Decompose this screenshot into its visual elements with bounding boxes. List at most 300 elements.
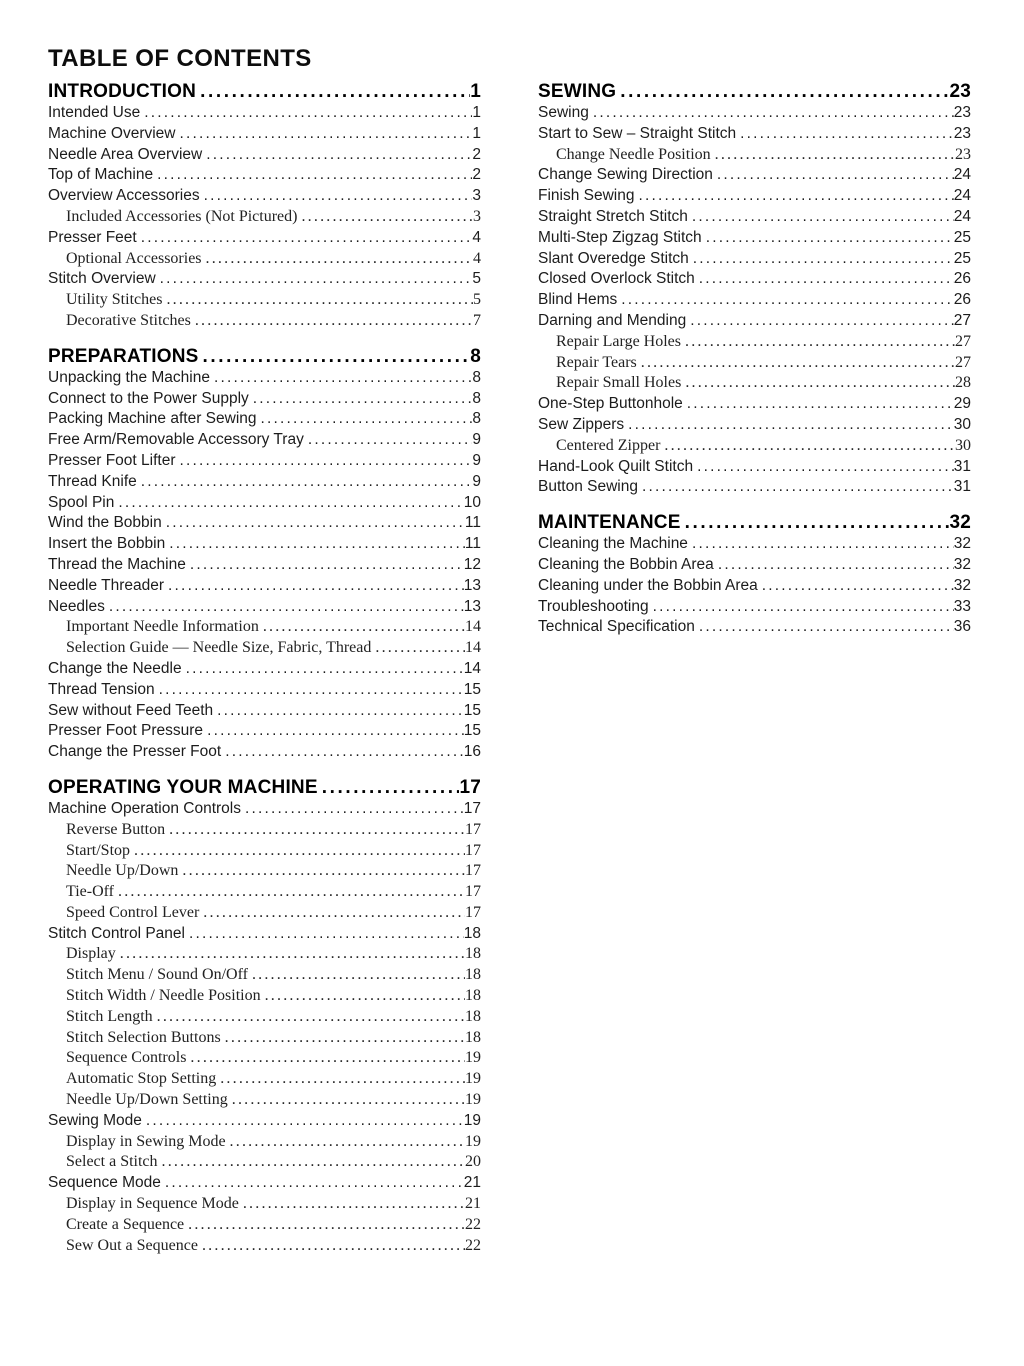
toc-entry [538, 353, 971, 374]
toc-entry-label: Thread the Machine [48, 555, 186, 573]
toc-entry [538, 477, 971, 498]
page-number: 24 [953, 207, 971, 225]
toc-entry-label: Centered Zipper [556, 436, 661, 454]
dot-leader [620, 290, 954, 311]
dot-leader [156, 165, 472, 186]
toc-entry-label: Utility Stitches [66, 291, 163, 309]
toc-section-heading [48, 346, 481, 368]
toc-entry [48, 680, 481, 701]
toc-entry [538, 186, 971, 207]
dot-leader [264, 986, 465, 1007]
page-number: 7 [473, 311, 481, 329]
toc-entry [538, 145, 971, 166]
dot-leader [168, 820, 465, 841]
dot-leader [145, 1111, 464, 1132]
toc-entry-label: Stitch Overview [48, 270, 156, 288]
toc-entry [48, 597, 481, 618]
toc-entry [538, 249, 971, 270]
toc-entry [538, 555, 971, 576]
dot-leader [698, 617, 954, 638]
toc-entry [48, 1132, 481, 1153]
page-number: 17 [465, 883, 481, 901]
toc-entry-label: Sewing Mode [48, 1111, 142, 1129]
page-number: 19 [465, 1070, 481, 1088]
page-number: 4 [472, 228, 481, 246]
page-number: 22 [465, 1236, 481, 1254]
dot-leader [663, 436, 955, 457]
toc-entry [538, 576, 971, 597]
dot-leader [213, 368, 472, 389]
page-number: 3 [472, 187, 481, 205]
page-number: 1 [472, 124, 481, 142]
page-number: 9 [472, 431, 481, 449]
toc-entry-label: Stitch Menu / Sound On/Off [66, 966, 248, 984]
dot-leader [224, 1028, 465, 1049]
dot-leader [689, 311, 954, 332]
toc-entry-label: Reverse Button [66, 820, 166, 838]
dot-leader [165, 513, 465, 534]
dot-leader [260, 409, 473, 430]
page-number: 23 [953, 124, 971, 142]
toc-entry-label: Sew without Feed Teeth [48, 701, 214, 719]
toc-entry-label: Unpacking the Machine [48, 368, 210, 386]
dot-leader [219, 1069, 465, 1090]
toc-entry [48, 882, 481, 903]
toc-entry [538, 103, 971, 124]
toc-entry [538, 436, 971, 457]
page-number: 8 [472, 410, 481, 428]
toc-entry [48, 165, 481, 186]
page-number: 1 [470, 81, 481, 102]
toc-entry-label: Top of Machine [48, 166, 154, 184]
toc-entry [48, 249, 481, 270]
toc-entry [48, 1194, 481, 1215]
page-number: 30 [955, 436, 971, 454]
toc-entry-label: Cleaning the Machine [538, 535, 688, 553]
dot-leader [716, 165, 954, 186]
toc-entry [48, 861, 481, 882]
page-number: 14 [465, 639, 481, 657]
toc-entry [538, 228, 971, 249]
toc-entry [48, 1215, 481, 1236]
toc-entry [48, 1069, 481, 1090]
dot-leader [156, 1007, 465, 1028]
page-number: 26 [953, 270, 971, 288]
toc-entry [48, 742, 481, 763]
dot-leader [252, 389, 473, 410]
toc-section-heading [538, 81, 971, 103]
dot-leader [165, 290, 473, 311]
page-number: 2 [472, 166, 481, 184]
page-number: 11 [464, 514, 481, 532]
toc-entry-label: Sequence Controls [66, 1049, 187, 1067]
page-number: 21 [463, 1174, 481, 1192]
toc-entry-label: Sew Out a Sequence [66, 1236, 198, 1254]
toc-entry [48, 1152, 481, 1173]
toc-entry [48, 513, 481, 534]
dot-leader [108, 597, 464, 618]
page-number: 11 [464, 535, 481, 553]
toc-entry [538, 415, 971, 436]
toc-entry-label: Repair Small Holes [556, 374, 682, 392]
page-number: 10 [463, 493, 481, 511]
dot-leader [684, 332, 955, 353]
page-number: 36 [953, 618, 971, 636]
dot-leader [168, 534, 465, 555]
toc-section [538, 512, 971, 638]
dot-leader [652, 597, 954, 618]
page-number: 15 [463, 722, 481, 740]
toc-entry-label: Insert the Bobbin [48, 535, 166, 553]
dot-leader [189, 555, 464, 576]
dot-leader [179, 451, 473, 472]
toc-entry-label: Hand-Look Quilt Stitch [538, 457, 694, 475]
page-number: 17 [465, 903, 481, 921]
dot-leader [164, 1173, 464, 1194]
toc-entry [538, 617, 971, 638]
page-number: 19 [463, 1111, 481, 1129]
page-number: 27 [955, 353, 971, 371]
dot-leader [216, 701, 464, 722]
dot-leader [201, 1236, 465, 1257]
toc-entry-label: Speed Control Lever [66, 903, 200, 921]
toc-entry [48, 103, 481, 124]
dot-leader [119, 944, 465, 965]
toc-entry-label: Select a Stitch [66, 1153, 158, 1171]
dot-leader [158, 680, 464, 701]
page-number: 21 [465, 1195, 481, 1213]
toc-entry [48, 1028, 481, 1049]
page-number: 9 [472, 451, 481, 469]
toc-section-heading [48, 81, 481, 103]
toc-entry-label: Change the Presser Foot [48, 743, 222, 761]
dot-leader [717, 555, 954, 576]
toc-entry [48, 721, 481, 742]
toc-entry-label: Finish Sewing [538, 187, 635, 205]
dot-leader [133, 841, 465, 862]
dot-leader [117, 882, 465, 903]
toc-entry-label: Button Sewing [538, 478, 638, 496]
page-number: 22 [465, 1215, 481, 1233]
toc-entry [48, 1048, 481, 1069]
dot-leader [140, 228, 473, 249]
dot-leader [187, 1215, 465, 1236]
toc-entry [48, 269, 481, 290]
toc-entry [48, 1173, 481, 1194]
toc-entry [48, 186, 481, 207]
page-number: 2 [472, 145, 481, 163]
toc-entry-label: Display in Sewing Mode [66, 1132, 226, 1150]
dot-leader [167, 576, 464, 597]
toc-entry-label: Presser Foot Pressure [48, 722, 204, 740]
toc-section [48, 777, 481, 1257]
toc-entry-label: Important Needle Information [66, 618, 259, 636]
page-number: 17 [463, 799, 481, 817]
toc-entry-label: Multi-Step Zigzag Stitch [538, 228, 702, 246]
page-number: 18 [465, 945, 481, 963]
page-number: 23 [955, 145, 971, 163]
toc-column-right [538, 81, 971, 638]
page-number: 18 [465, 987, 481, 1005]
page-number: 25 [953, 249, 971, 267]
toc-entry-label: Spool Pin [48, 493, 115, 511]
page-number: 27 [955, 332, 971, 350]
toc-entry-label: Cleaning under the Bobbin Area [538, 576, 758, 594]
toc-entry [48, 820, 481, 841]
page-number: 18 [465, 966, 481, 984]
toc-entry-label: Sew Zippers [538, 415, 625, 433]
toc-section [48, 81, 481, 332]
page-number: 12 [463, 555, 481, 573]
page-number: 18 [465, 1007, 481, 1025]
page-number: 24 [953, 166, 971, 184]
toc-entry-label: Wind the Bobbin [48, 514, 162, 532]
toc-entry [538, 165, 971, 186]
page-number: 8 [472, 368, 481, 386]
dot-leader [307, 430, 473, 451]
page-number: 20 [465, 1153, 481, 1171]
toc-entry-label: Thread Knife [48, 472, 137, 490]
page-number: 18 [463, 924, 481, 942]
toc-entry-label: Display in Sequence Mode [66, 1195, 239, 1213]
page-number: 32 [949, 512, 971, 534]
dot-leader [140, 472, 473, 493]
toc-entry-label: Included Accessories (Not Pictured) [66, 207, 298, 225]
page-number: 31 [953, 478, 971, 496]
toc-entry-label: Needle Threader [48, 576, 165, 594]
toc-entry-label: Stitch Width / Needle Position [66, 987, 261, 1005]
dot-leader [159, 269, 473, 290]
dot-leader [619, 81, 949, 103]
dot-leader [627, 415, 954, 436]
dot-leader [321, 777, 460, 799]
toc-entry-label: Machine Overview [48, 124, 176, 142]
toc-entry [48, 493, 481, 514]
toc-entry [48, 965, 481, 986]
toc-entry [48, 311, 481, 332]
toc-entry-label: Stitch Length [66, 1007, 153, 1025]
toc-entry-label: One-Step Buttonhole [538, 395, 683, 413]
dot-leader [692, 249, 954, 270]
dot-leader [231, 1090, 465, 1111]
toc-entry [48, 1111, 481, 1132]
dot-leader [202, 903, 465, 924]
dot-leader [189, 1048, 465, 1069]
page-number: 17 [465, 862, 481, 880]
page-number: 17 [459, 776, 481, 798]
page-number: 3 [473, 207, 481, 225]
toc-entry-label: Sewing [538, 104, 589, 121]
dot-leader [199, 81, 470, 103]
dot-leader [691, 207, 954, 228]
dot-leader [641, 477, 954, 498]
toc-entry-label: Machine Operation Controls [48, 799, 241, 817]
toc-entry [48, 944, 481, 965]
toc-entry-label: Presser Foot Lifter [48, 451, 176, 469]
toc-columns [48, 81, 971, 1256]
toc-entry-label: Repair Large Holes [556, 332, 681, 350]
toc-entry [48, 290, 481, 311]
page-number: 17 [465, 820, 481, 838]
toc-entry [538, 394, 971, 415]
toc-entry-label: Optional Accessories [66, 249, 202, 267]
toc-entry-label: Change Needle Position [556, 145, 711, 163]
toc-entry [48, 534, 481, 555]
page-number: 8 [472, 389, 481, 407]
dot-leader [592, 103, 954, 124]
dot-leader [714, 145, 955, 166]
page-number: 26 [953, 291, 971, 309]
toc-entry [48, 430, 481, 451]
toc-entry-label: Decorative Stitches [66, 311, 191, 329]
toc-entry [48, 638, 481, 659]
toc-entry-label: Needles [48, 597, 105, 615]
page-number: 27 [953, 311, 971, 329]
toc-entry [48, 701, 481, 722]
page-number: 15 [463, 701, 481, 719]
dot-leader [181, 861, 465, 882]
dot-leader [224, 742, 464, 763]
toc-section-title: INTRODUCTION [48, 81, 197, 102]
toc-entry-label: Packing Machine after Sewing [48, 410, 257, 428]
toc-entry [48, 389, 481, 410]
page-number: 14 [465, 618, 481, 636]
toc-entry [538, 373, 971, 394]
page-number: 25 [953, 228, 971, 246]
toc-entry-label: Selection Guide — Needle Size, Fabric, Thread [66, 639, 372, 657]
toc-entry-label: Technical Specification [538, 618, 695, 636]
toc-entry [48, 228, 481, 249]
toc-entry-label: Repair Tears [556, 353, 637, 371]
dot-leader [684, 512, 950, 534]
toc-column-left [48, 81, 481, 1256]
toc-entry [48, 576, 481, 597]
toc-entry [48, 1007, 481, 1028]
toc-entry [48, 986, 481, 1007]
toc-entry-label: Troubleshooting [538, 597, 649, 615]
toc-entry [538, 534, 971, 555]
page-number: 19 [465, 1132, 481, 1150]
dot-leader [179, 124, 473, 145]
page-number: 32 [953, 555, 971, 573]
toc-section [48, 346, 481, 763]
toc-section-title: MAINTENANCE [538, 512, 681, 534]
toc-section-heading [48, 777, 481, 799]
toc-entry [538, 207, 971, 228]
toc-entry [48, 451, 481, 472]
toc-entry-label: Free Arm/Removable Accessory Tray [48, 431, 304, 449]
toc-entry [48, 1236, 481, 1257]
dot-leader [696, 457, 954, 478]
toc-section-heading [538, 512, 971, 534]
dot-leader [161, 1152, 465, 1173]
page-number: 8 [470, 345, 481, 367]
toc-section [538, 81, 971, 498]
toc-entry-label: Thread Tension [48, 680, 155, 698]
page-number: 13 [463, 576, 481, 594]
toc-entry-label: Presser Feet [48, 228, 137, 246]
toc-entry-label: Blind Hems [538, 291, 618, 309]
page-number: 28 [955, 374, 971, 392]
dot-leader [143, 103, 472, 124]
toc-entry [48, 472, 481, 493]
toc-entry [48, 659, 481, 680]
toc-entry [48, 924, 481, 945]
dot-leader [205, 145, 472, 166]
dot-leader [686, 394, 954, 415]
toc-entry-label: Change the Needle [48, 659, 182, 677]
toc-entry-label: Automatic Stop Setting [66, 1070, 217, 1088]
dot-leader [185, 659, 464, 680]
dot-leader [117, 493, 463, 514]
page-title: TABLE OF CONTENTS [48, 45, 312, 72]
page-number: 14 [463, 659, 481, 677]
toc-entry-label: Closed Overlock Stitch [538, 270, 695, 288]
dot-leader [640, 353, 955, 374]
dot-leader [698, 269, 954, 290]
toc-entry [538, 332, 971, 353]
toc-entry-label: Slant Overedge Stitch [538, 249, 689, 267]
dot-leader [638, 186, 954, 207]
dot-leader [739, 124, 954, 145]
page-number: 5 [473, 291, 481, 309]
toc-entry-label: Intended Use [48, 104, 141, 121]
toc-entry-label: Connect to the Power Supply [48, 389, 249, 407]
dot-leader [203, 186, 473, 207]
page-number: 31 [953, 457, 971, 475]
toc-entry [538, 290, 971, 311]
toc-entry [538, 124, 971, 145]
dot-leader [244, 799, 464, 820]
page-number: 23 [949, 81, 971, 102]
page-number: 4 [473, 249, 481, 267]
toc-entry [48, 903, 481, 924]
page-number: 15 [463, 680, 481, 698]
toc-entry-label: Needle Up/Down Setting [66, 1091, 228, 1109]
toc-entry-label: Needle Up/Down [66, 862, 179, 880]
dot-leader [705, 228, 954, 249]
dot-leader [242, 1194, 465, 1215]
toc-entry-label: Change Sewing Direction [538, 166, 713, 184]
toc-entry [48, 368, 481, 389]
toc-entry-label: Stitch Selection Buttons [66, 1028, 221, 1046]
dot-leader [188, 924, 464, 945]
toc-entry [48, 409, 481, 430]
toc-entry-label: Overview Accessories [48, 187, 200, 205]
page-number: 9 [472, 472, 481, 490]
toc-entry [538, 597, 971, 618]
page-number: 16 [463, 743, 481, 761]
dot-leader [300, 207, 473, 228]
toc-entry-label: Tie-Off [66, 883, 115, 901]
dot-leader [251, 965, 465, 986]
dot-leader [206, 721, 464, 742]
dot-leader [202, 346, 471, 368]
page-number: 23 [953, 104, 971, 121]
toc-entry-label: Create a Sequence [66, 1215, 185, 1233]
page-number: 13 [463, 597, 481, 615]
page-number: 33 [953, 597, 971, 615]
page-number: 19 [465, 1049, 481, 1067]
toc-entry [48, 207, 481, 228]
dot-leader [684, 373, 955, 394]
page-number: 32 [953, 535, 971, 553]
page-number: 32 [953, 576, 971, 594]
dot-leader [229, 1132, 465, 1153]
toc-entry [48, 124, 481, 145]
toc-entry [48, 799, 481, 820]
toc-entry-label: Display [66, 945, 116, 963]
